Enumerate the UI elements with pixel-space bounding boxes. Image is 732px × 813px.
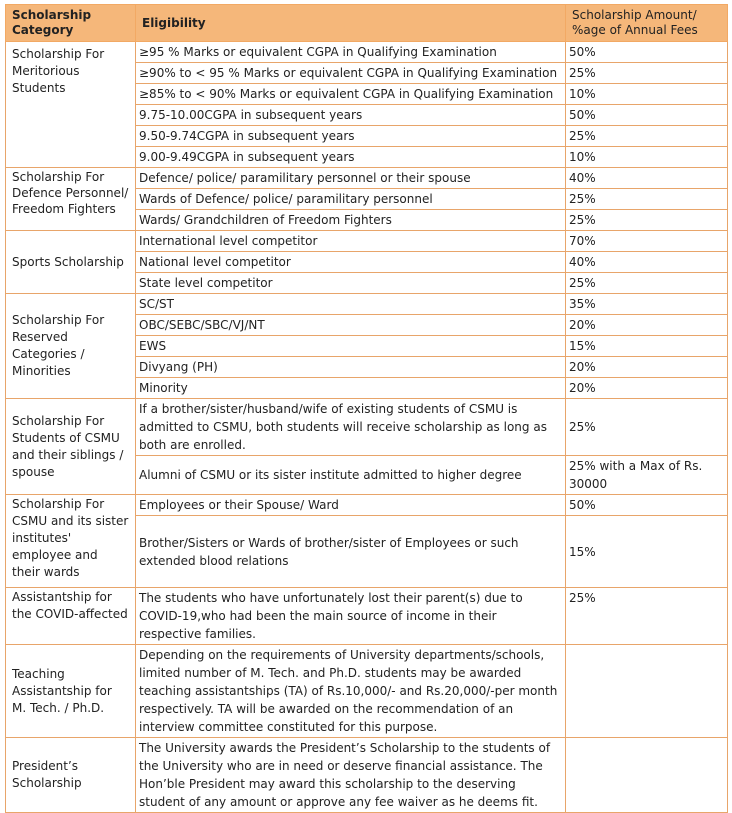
eligibility-cell: OBC/SEBC/SBC/VJ/NT bbox=[136, 315, 566, 336]
eligibility-cell: Minority bbox=[136, 378, 566, 399]
amount-cell: 50% bbox=[566, 495, 728, 516]
amount-cell: 25% bbox=[566, 126, 728, 147]
table-row bbox=[6, 495, 728, 516]
table-row bbox=[6, 294, 728, 315]
amount-cell: 40% bbox=[566, 168, 728, 189]
category-cell: Sports Scholarship bbox=[6, 231, 136, 294]
eligibility-cell: 9.50-9.74CGPA in subsequent years bbox=[136, 126, 566, 147]
eligibility-cell: State level competitor bbox=[136, 273, 566, 294]
eligibility-cell: ≥90% to < 95 % Marks or equivalent CGPA in Qualifying Examination bbox=[136, 63, 566, 84]
category-cell: Teaching Assistantship for M. Tech. / Ph.D. bbox=[6, 645, 136, 738]
amount-cell: 20% bbox=[566, 357, 728, 378]
category-cell: Scholarship For Defence Personnel/ Freedom Fighters bbox=[6, 168, 136, 231]
header-eligibility: Eligibility bbox=[136, 5, 566, 42]
amount-cell: 25% bbox=[566, 399, 728, 456]
category-cell: Scholarship For CSMU and its sister institutes' employee and their wards bbox=[6, 495, 136, 588]
eligibility-cell: The students who have unfortunately lost their parent(s) due to COVID-19,who had been the main source of income in their respective families. bbox=[136, 588, 566, 645]
scholarship-table bbox=[5, 4, 728, 813]
eligibility-cell: ≥85% to < 90% Marks or equivalent CGPA in Qualifying Examination bbox=[136, 84, 566, 105]
category-cell: President’s Scholarship bbox=[6, 738, 136, 813]
table-row bbox=[6, 168, 728, 189]
header-row bbox=[6, 5, 728, 42]
eligibility-cell: The University awards the President’s Scholarship to the students of the University who are in need or deserve financial assistance. The Hon’ble President may award this scholarship to the deserving student of any amount or approve any fee waiver as he deems fit. bbox=[136, 738, 566, 813]
amount-cell: 50% bbox=[566, 105, 728, 126]
amount-cell: 15% bbox=[566, 516, 728, 588]
eligibility-cell: Depending on the requirements of University departments/schools, limited number of M. Tech. and Ph.D. students may be awarded teaching assistantships (TA) of Rs.10,000/- and Rs.20,000/-per month respectively. TA will be awarded on the recommendation of an interview committee constituted for this purpose. bbox=[136, 645, 566, 738]
amount-cell: 10% bbox=[566, 147, 728, 168]
eligibility-cell: Defence/ police/ paramilitary personnel or their spouse bbox=[136, 168, 566, 189]
amount-cell: 15% bbox=[566, 336, 728, 357]
amount-cell: 25% bbox=[566, 210, 728, 231]
table-row bbox=[6, 588, 728, 645]
eligibility-cell: Wards/ Grandchildren of Freedom Fighters bbox=[136, 210, 566, 231]
amount-cell: 25% bbox=[566, 189, 728, 210]
table-row bbox=[6, 231, 728, 252]
category-cell: Scholarship For Reserved Categories / Minorities bbox=[6, 294, 136, 399]
eligibility-cell: If a brother/sister/husband/wife of existing students of CSMU is admitted to CSMU, both students will receive scholarship as long as both are enrolled. bbox=[136, 399, 566, 456]
amount-cell: 25% bbox=[566, 588, 728, 645]
table-row bbox=[6, 645, 728, 738]
eligibility-cell: ≥95 % Marks or equivalent CGPA in Qualifying Examination bbox=[136, 42, 566, 63]
eligibility-cell: National level competitor bbox=[136, 252, 566, 273]
eligibility-cell: Employees or their Spouse/ Ward bbox=[136, 495, 566, 516]
category-cell: Scholarship For Meritorious Students bbox=[6, 42, 136, 168]
eligibility-cell: Brother/Sisters or Wards of brother/sister of Employees or such extended blood relations bbox=[136, 516, 566, 588]
amount-cell: 25% bbox=[566, 63, 728, 84]
amount-cell: 20% bbox=[566, 378, 728, 399]
category-cell: Assistantship for the COVID-affected bbox=[6, 588, 136, 645]
table-row bbox=[6, 42, 728, 63]
eligibility-cell: Wards of Defence/ police/ paramilitary personnel bbox=[136, 189, 566, 210]
table-row bbox=[6, 738, 728, 813]
amount-cell bbox=[566, 645, 728, 738]
eligibility-cell: EWS bbox=[136, 336, 566, 357]
amount-cell: 35% bbox=[566, 294, 728, 315]
amount-cell: 25% bbox=[566, 273, 728, 294]
amount-cell bbox=[566, 738, 728, 813]
table-row bbox=[6, 399, 728, 456]
eligibility-cell: SC/ST bbox=[136, 294, 566, 315]
eligibility-cell: Alumni of CSMU or its sister institute admitted to higher degree bbox=[136, 456, 566, 495]
amount-cell: 70% bbox=[566, 231, 728, 252]
category-cell: Scholarship For Students of CSMU and their siblings / spouse bbox=[6, 399, 136, 495]
eligibility-cell: 9.00-9.49CGPA in subsequent years bbox=[136, 147, 566, 168]
amount-cell: 20% bbox=[566, 315, 728, 336]
amount-cell: 10% bbox=[566, 84, 728, 105]
eligibility-cell: 9.75-10.00CGPA in subsequent years bbox=[136, 105, 566, 126]
eligibility-cell: Divyang (PH) bbox=[136, 357, 566, 378]
amount-cell: 25% with a Max of Rs. 30000 bbox=[566, 456, 728, 495]
amount-cell: 40% bbox=[566, 252, 728, 273]
header-amount: Scholarship Amount/ %age of Annual Fees bbox=[566, 5, 728, 42]
header-category: Scholarship Category bbox=[6, 5, 136, 42]
eligibility-cell: International level competitor bbox=[136, 231, 566, 252]
amount-cell: 50% bbox=[566, 42, 728, 63]
